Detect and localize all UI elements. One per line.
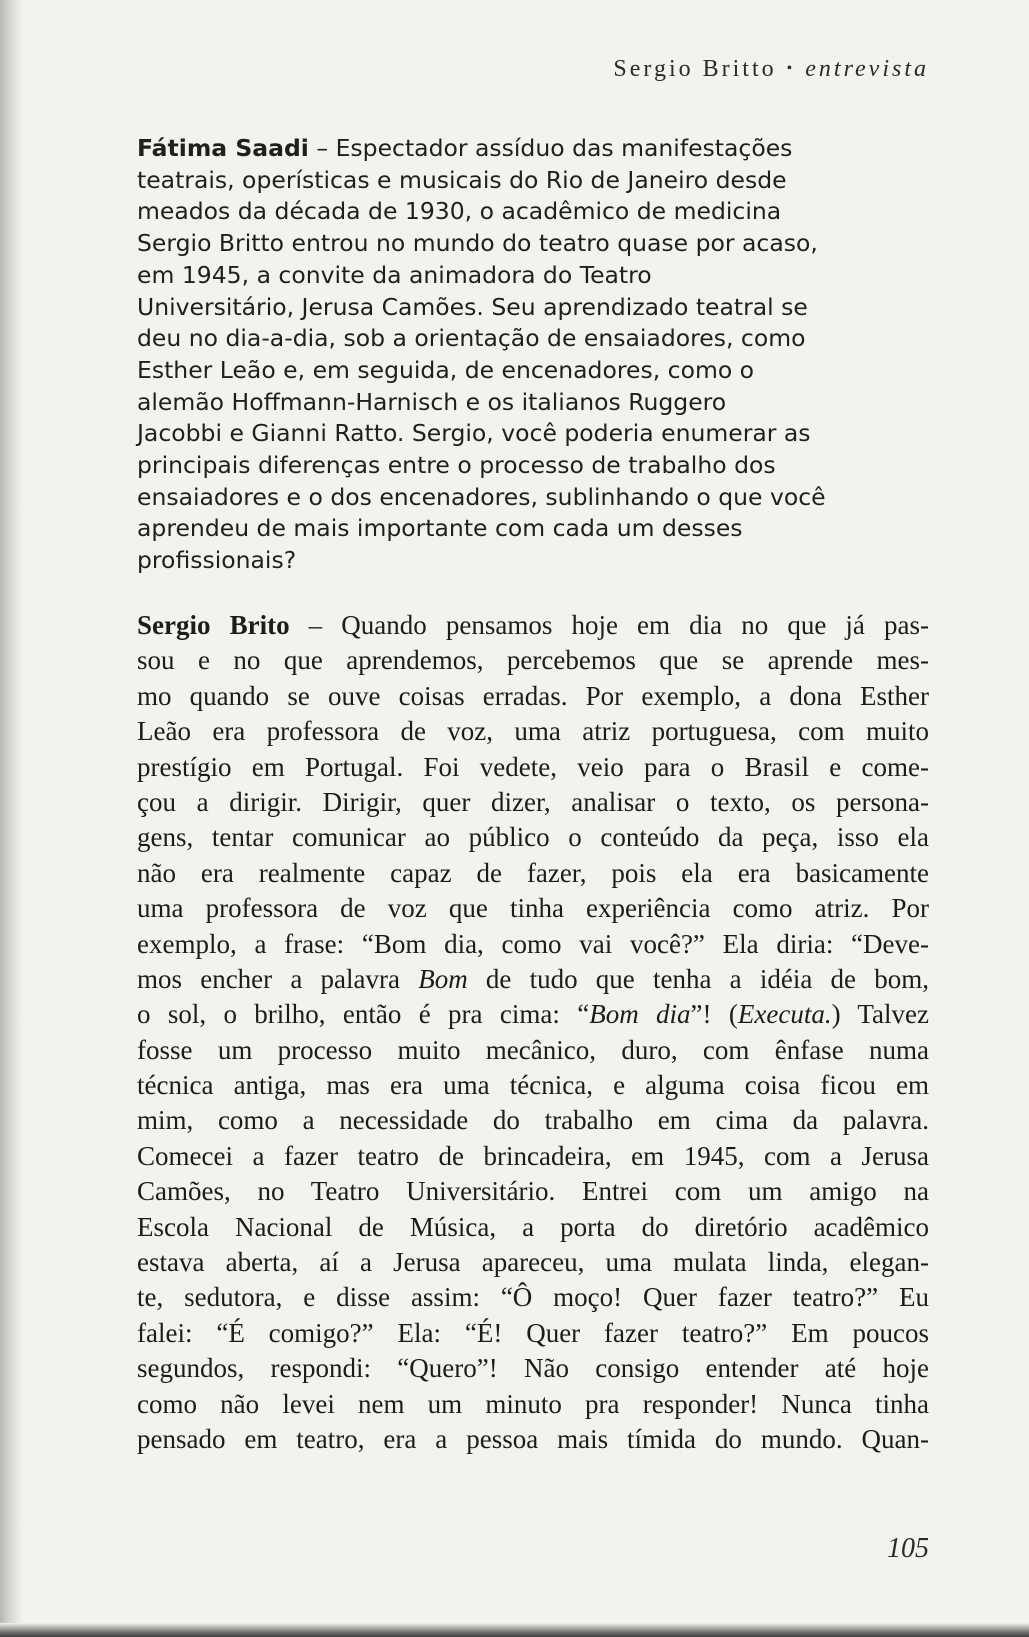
answer-line: gens, tentar comunicar ao público o conteúdo da peça, isso ela: [137, 822, 929, 853]
answer-line: técnica antiga, mas era uma técnica, e alguma coisa ficou em: [137, 1070, 929, 1101]
scan-bottom-edge: [0, 1623, 1029, 1637]
answer-line: Camões, no Teatro Universitário. Entrei com um amigo na: [137, 1176, 929, 1207]
answer-line: mim, como a necessidade do trabalho em cima da palavra.: [137, 1105, 929, 1136]
question-line: teatrais, operísticas e musicais do Rio de Janeiro desde: [137, 165, 787, 194]
question-line: deu no dia-a-dia, sob a orientação de ensaiadores, como: [137, 324, 806, 353]
question-line: alemão Hoffmann-Harnisch e os italianos Ruggero: [137, 387, 727, 416]
question-line: principais diferenças entre o processo de trabalho dos: [137, 451, 776, 480]
answer-line: o sol, o brilho, então é pra cima: “Bom dia”! (Executa.) Talvez: [137, 999, 929, 1030]
answer-line: prestígio em Portugal. Foi vedete, veio para o Brasil e come-: [137, 751, 929, 782]
question-speaker: Fátima Saadi: [137, 134, 309, 162]
answer-line: exemplo, a frase: “Bom dia, como vai você?” Ela diria: “Deve-: [137, 928, 929, 959]
question-line: Fátima Saadi – Espectador assíduo das manifestações: [137, 134, 793, 162]
answer-line: mo quando se ouve coisas erradas. Por exemplo, a dona Esther: [137, 680, 929, 711]
interview-question: [137, 133, 917, 577]
question-line: profissionais?: [137, 546, 297, 575]
answer-line: uma professora de voz que tinha experiência como atriz. Por: [137, 893, 929, 924]
answer-line: como não levei nem um minuto pra responder! Nunca tinha: [137, 1388, 929, 1419]
running-head-separator: •: [786, 60, 796, 77]
interview-answer: [137, 608, 929, 1457]
running-head-author: Sergio Britto: [613, 56, 777, 82]
gutter-shadow: [0, 0, 22, 1637]
answer-line: te, sedutora, e disse assim: “Ô moço! Quer fazer teatro?” Eu: [137, 1282, 929, 1313]
question-line: ensaiadores e o dos encenadores, sublinhando o que você: [137, 482, 826, 511]
question-line: em 1945, a convite da animadora do Teatro: [137, 260, 652, 289]
answer-line: estava aberta, aí a Jerusa apareceu, uma mulata linda, elegan-: [137, 1247, 929, 1278]
question-line: meados da década de 1930, o acadêmico de medicina: [137, 197, 782, 226]
question-line: Universitário, Jerusa Camões. Seu aprendizado teatral se: [137, 292, 808, 321]
answer-line: sou e no que aprendemos, percebemos que se aprende mes-: [137, 645, 929, 676]
answer-line: segundos, respondi: “Quero”! Não consigo entender até hoje: [137, 1353, 929, 1384]
answer-line: falei: “É comigo?” Ela: “É! Quer fazer teatro?” Em poucos: [137, 1317, 929, 1348]
answer-speaker: Sergio Brito: [137, 610, 290, 640]
answer-line: Comecei a fazer teatro de brincadeira, em 1945, com a Jerusa: [137, 1140, 929, 1171]
question-line: aprendeu de mais importante com cada um desses: [137, 514, 743, 543]
answer-line: pensado em teatro, era a pessoa mais tímida do mundo. Quan-: [137, 1423, 929, 1454]
running-head-section: entrevista: [805, 56, 929, 82]
answer-line: Leão era professora de voz, uma atriz portuguesa, com muito: [137, 716, 929, 747]
running-head: [613, 56, 929, 83]
italic-phrase: Bom dia: [589, 999, 691, 1030]
question-line: Jacobbi e Gianni Ratto. Sergio, você poderia enumerar as: [137, 419, 811, 448]
answer-line: não era realmente capaz de fazer, pois ela era basicamente: [137, 857, 929, 888]
answer-line: çou a dirigir. Dirigir, quer dizer, analisar o texto, os persona-: [137, 786, 929, 817]
italic-word: Bom: [418, 963, 468, 994]
answer-line: mos encher a palavra Bom de tudo que tenha a idéia de bom,: [137, 963, 929, 994]
answer-line: Sergio Brito – Quando pensamos hoje em dia no que já pas-: [137, 610, 929, 640]
answer-line: Escola Nacional de Música, a porta do diretório acadêmico: [137, 1211, 929, 1242]
answer-line: fosse um processo muito mecânico, duro, com ênfase numa: [137, 1034, 929, 1065]
stage-direction: Executa.: [737, 999, 832, 1030]
question-line: Sergio Britto entrou no mundo do teatro quase por acaso,: [137, 229, 818, 258]
question-line: Esther Leão e, em seguida, de encenadores, como o: [137, 355, 755, 384]
page-number: 105: [887, 1533, 929, 1564]
